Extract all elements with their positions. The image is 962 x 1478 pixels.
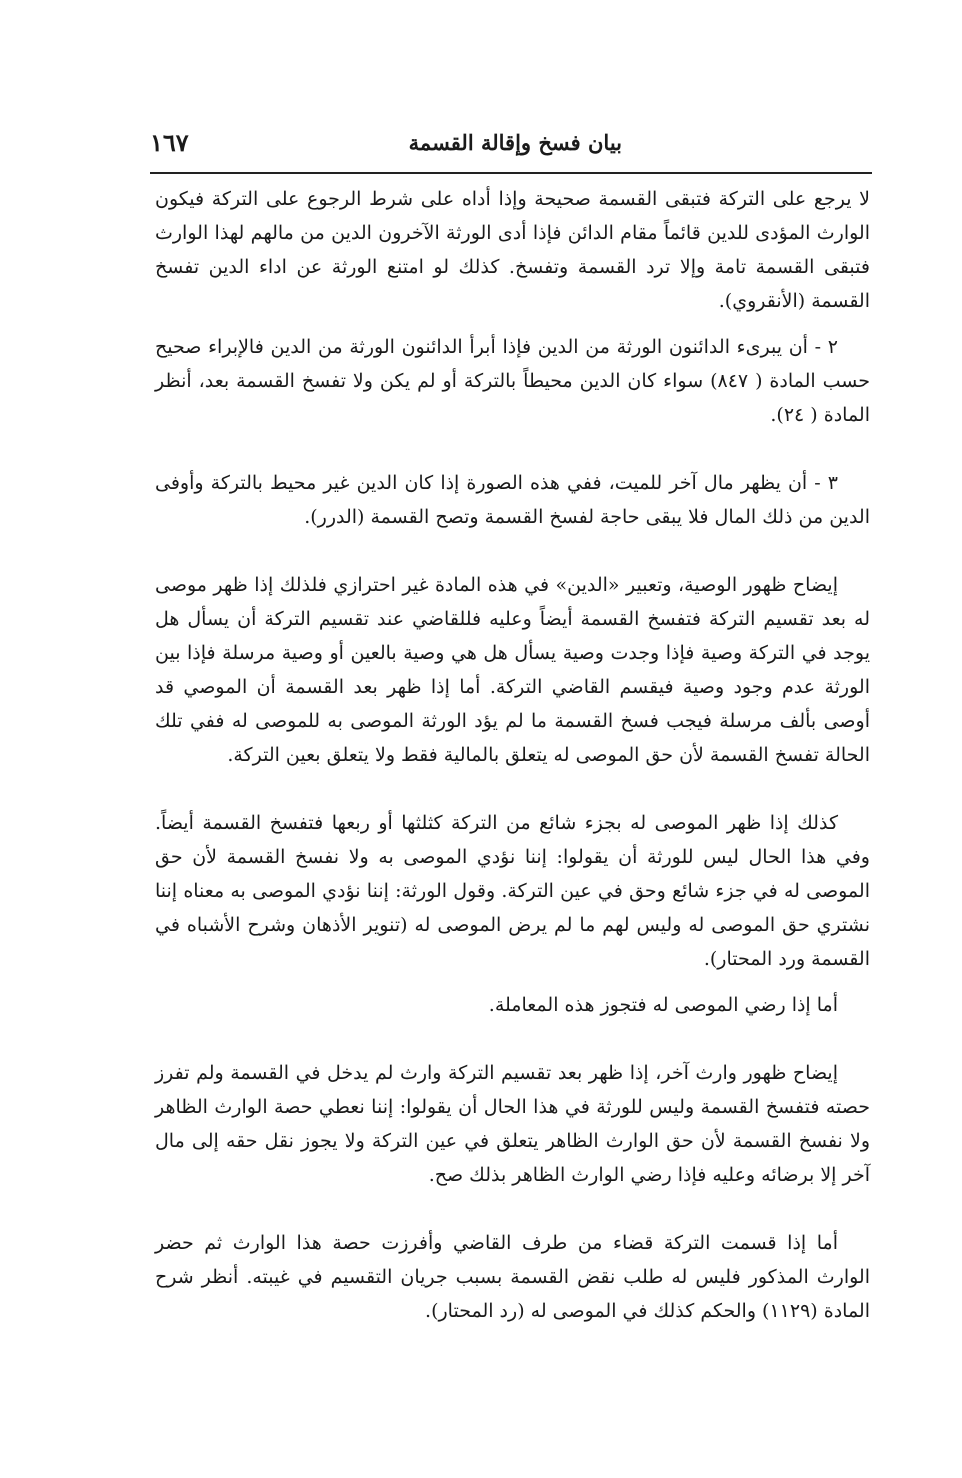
page-number: ١٦٧ bbox=[150, 128, 189, 157]
page-body bbox=[155, 182, 870, 1328]
paragraph-debt-payment: لا يرجع على التركة فتبقى القسمة صحيحة وإذا أداه على شرط الرجوع على التركة فيكون الوارث المؤدى للدين قائماً مقام الدائن فإذا أدى الورثة الآخرون الدين من مالهم لهذا الوارث فتبقى القسمة تامة وإلا ترد القسمة وتفسخ. كذلك لو امتنع الورثة عن اداء الدين تفسخ القسمة (الأنقروي). bbox=[155, 188, 870, 312]
chapter-title: بيان فسخ وإقالة القسمة bbox=[408, 130, 622, 155]
paragraph-other-property: ٣ - أن يظهر مال آخر للميت، ففي هذه الصورة إذا كان الدين غير محيط بالتركة وأوفى الدين من ذلك المال فلا يبقى حاجة لفسخ القسمة وتصح القسمة (الدرر). bbox=[155, 472, 870, 528]
paragraph-creditor-release: ٢ - أن يبرىء الدائنون الورثة من الدين فإذا أبرأ الدائنون الورثة من الدين فالإبراء صحيح حسب المادة ( ٨٤٧) سواء كان الدين محيطاً بالتركة أو لم يكن ولا تفسخ القسمة بعد، أنظر المادة ( ٢٤). bbox=[155, 336, 870, 426]
paragraph-legatee-consent: أما إذا رضي الموصى له فتجوز هذه المعاملة. bbox=[488, 994, 838, 1016]
paragraph-common-share: كذلك إذا ظهر الموصى له بجزء شائع من التركة كثلثها أو ربعها فتفسخ القسمة أيضاً. وفي هذا الحال ليس للورثة أن يقولوا: إننا نؤدي الموصى به ولا نفسخ القسمة لأن حق الموصى له في جزء شائع وحق في عين التركة. وقول الورثة: إننا نؤدي الموصى به معناه إننا نشتري حق الموصى له وليس لهم ما لم يرض الموصى له (تنوير الأذهان وشرح الأشباه في القسمة ورد المحتار). bbox=[155, 812, 870, 970]
page-header bbox=[150, 128, 872, 168]
paragraph-other-heir: إيضاح ظهور وارث آخر، إذا ظهر بعد تقسيم التركة وارث لم يدخل في القسمة ولم تفرز حصته فتفسخ القسمة وليس للورثة في هذا الحال أن يقولوا: إننا نعطي حصة الوارث الظاهر ولا نفسخ القسمة لأن حق الوارث الظاهر يتعلق في عين التركة ولا يجوز نقل حقه إلى مال آخر إلا برضائه وعليه فإذا رضي الوارث الظاهر بذلك صح. bbox=[155, 1062, 870, 1186]
header-divider bbox=[150, 172, 872, 174]
paragraph-judicial-division: أما إذا قسمت التركة قضاء من طرف القاضي وأفرزت حصة هذا الوارث ثم حضر الوارث المذكور فليس له طلب نقض القسمة بسبب جريان التقسيم في غيبته. أنظر شرح المادة (١١٢٩) والحكم كذلك في الموصى له (رد المحتار). bbox=[155, 1232, 870, 1322]
paragraph-will-clarification: إيضاح ظهور الوصية، وتعبير «الدين» في هذه المادة غير احترازي فلذلك إذا ظهر موصى له بعد تقسيم التركة فتفسخ القسمة أيضاً وعليه فللقاضي عند تقسيم التركة أن يسأل هل يوجد في التركة وصية فإذا وجدت وصية يسأل هل هي وصية بالعين أو وصية مرسلة فإذا بين الورثة عدم وجود وصية فيقسم القاضي التركة. أما إذا ظهر بعد القسمة أن الموصي قد أوصى بألف مرسلة فيجب فسخ القسمة ما لم يؤد الورثة الموصى به للموصى له ففي تلك الحالة تفسخ القسمة لأن حق الموصى له يتعلق بالمالية فقط ولا يتعلق بعين التركة. bbox=[155, 574, 870, 766]
